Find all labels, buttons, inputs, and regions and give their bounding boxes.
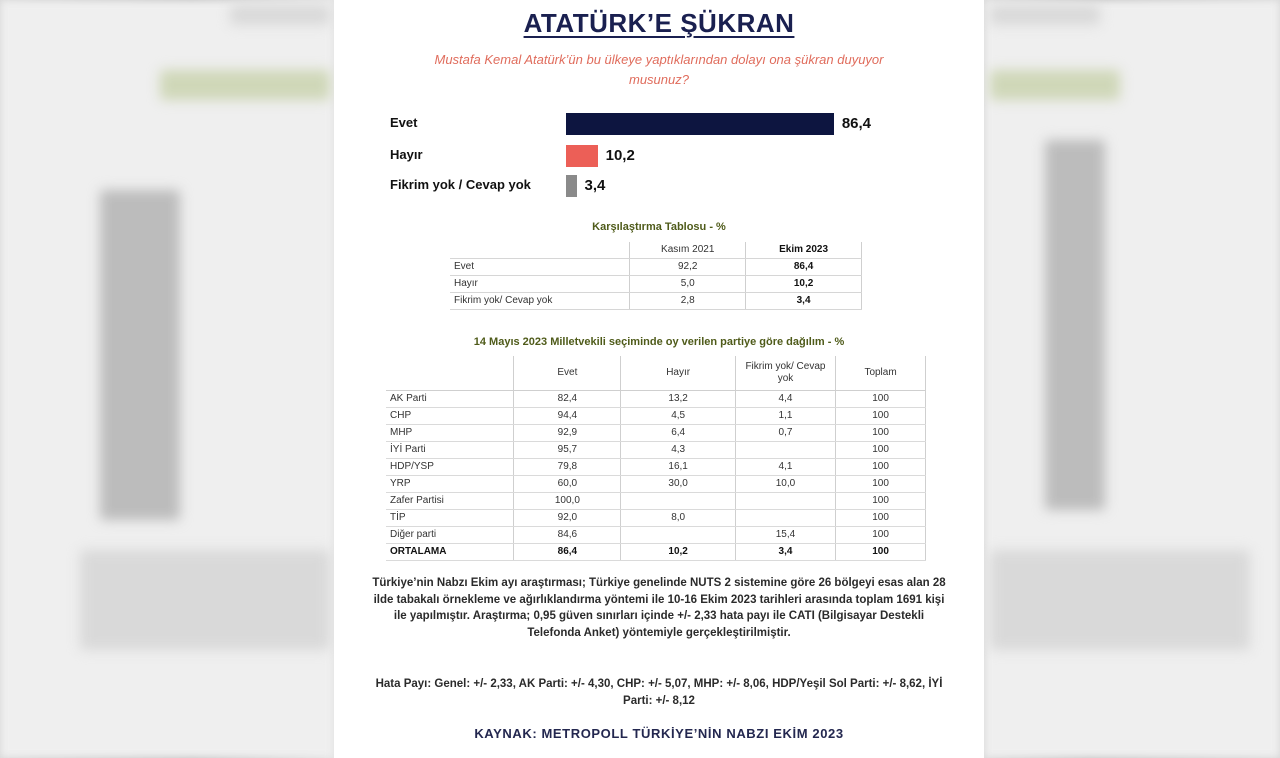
table-cell: 84,6 bbox=[514, 527, 621, 544]
row-label: Zafer Partisi bbox=[386, 493, 514, 510]
table-header: Hayır bbox=[621, 356, 735, 391]
table-row bbox=[386, 527, 926, 544]
table-cell bbox=[621, 493, 735, 510]
row-label: Hayır bbox=[450, 276, 630, 293]
table-cell: 100 bbox=[836, 459, 926, 476]
table-cell: 5,0 bbox=[630, 276, 746, 293]
bar bbox=[566, 145, 598, 167]
table-header: Fikrim yok/ Cevap yok bbox=[735, 356, 835, 391]
blurred-decor bbox=[990, 70, 1120, 100]
blurred-decor bbox=[1045, 140, 1105, 510]
table-cell: 92,9 bbox=[514, 425, 621, 442]
row-label: İYİ Parti bbox=[386, 442, 514, 459]
row-label: HDP/YSP bbox=[386, 459, 514, 476]
table-cell: 0,7 bbox=[735, 425, 835, 442]
table-cell bbox=[735, 442, 835, 459]
table-cell: 1,1 bbox=[735, 408, 835, 425]
table-header bbox=[450, 242, 630, 259]
bar-category-label: Hayır bbox=[390, 147, 423, 162]
table-row bbox=[450, 259, 862, 276]
table-cell: 100 bbox=[836, 510, 926, 527]
bar-value-label: 86,4 bbox=[841, 115, 872, 132]
table-row bbox=[386, 442, 926, 459]
table-row bbox=[386, 425, 926, 442]
table-cell: 95,7 bbox=[514, 442, 621, 459]
source-credit: KAYNAK: METROPOLL TÜRKİYE’NİN NABZI EKİM 2023 bbox=[474, 726, 844, 741]
table-header: Evet bbox=[514, 356, 621, 391]
table-cell: 79,8 bbox=[514, 459, 621, 476]
row-label: ORTALAMA bbox=[386, 544, 514, 561]
bar bbox=[566, 113, 834, 135]
table-cell: 86,4 bbox=[514, 544, 621, 561]
table-cell: 10,2 bbox=[621, 544, 735, 561]
table-cell: 30,0 bbox=[621, 476, 735, 493]
table-cell: 100 bbox=[836, 442, 926, 459]
bar bbox=[566, 175, 577, 197]
bar-value-label: 10,2 bbox=[605, 147, 635, 164]
table-row bbox=[386, 544, 926, 561]
table-cell: 94,4 bbox=[514, 408, 621, 425]
table-header: Kasım 2021 bbox=[630, 242, 746, 259]
table-cell: 86,4 bbox=[746, 259, 862, 276]
table-row bbox=[386, 493, 926, 510]
table-cell: 100 bbox=[836, 493, 926, 510]
blurred-decor bbox=[80, 550, 330, 650]
table-cell: 60,0 bbox=[514, 476, 621, 493]
blurred-decor bbox=[100, 190, 180, 520]
table-cell: 10,2 bbox=[746, 276, 862, 293]
table-row bbox=[450, 276, 862, 293]
table-header: Ekim 2023 bbox=[746, 242, 862, 259]
table-cell: 100,0 bbox=[514, 493, 621, 510]
table-cell: 92,0 bbox=[514, 510, 621, 527]
table-cell: 4,1 bbox=[735, 459, 835, 476]
table-row bbox=[386, 459, 926, 476]
table-row bbox=[386, 476, 926, 493]
row-label: Fikrim yok/ Cevap yok bbox=[450, 293, 630, 310]
table-cell bbox=[735, 493, 835, 510]
table-cell: 100 bbox=[836, 527, 926, 544]
table-header bbox=[386, 356, 514, 391]
table-row bbox=[386, 391, 926, 408]
row-label: AK Parti bbox=[386, 391, 514, 408]
bar-category-label: Evet bbox=[390, 115, 418, 130]
table-cell: 92,2 bbox=[630, 259, 746, 276]
table-cell bbox=[621, 527, 735, 544]
table-cell: 82,4 bbox=[514, 391, 621, 408]
table-cell: 100 bbox=[836, 544, 926, 561]
party-distribution-table bbox=[386, 356, 926, 561]
comparison-table-title: Karşılaştırma Tablosu - % bbox=[592, 221, 726, 233]
table-cell: 6,4 bbox=[621, 425, 735, 442]
table-cell: 2,8 bbox=[630, 293, 746, 310]
table-cell: 15,4 bbox=[735, 527, 835, 544]
blurred-decor bbox=[990, 550, 1250, 650]
row-label: TİP bbox=[386, 510, 514, 527]
table-cell: 3,4 bbox=[735, 544, 835, 561]
table-cell bbox=[735, 510, 835, 527]
table-cell: 100 bbox=[836, 391, 926, 408]
table-cell: 3,4 bbox=[746, 293, 862, 310]
row-label: CHP bbox=[386, 408, 514, 425]
blurred-decor bbox=[990, 5, 1100, 25]
table-cell: 4,4 bbox=[735, 391, 835, 408]
row-label: Diğer parti bbox=[386, 527, 514, 544]
table-cell: 10,0 bbox=[735, 476, 835, 493]
table-cell: 13,2 bbox=[621, 391, 735, 408]
margin-of-error-note: Hata Payı: Genel: +/- 2,33, AK Parti: +/- 4,30, CHP: +/- 5,07, MHP: +/- 8,06, HDP/Yeşil Sol Parti: +/- 8,62, İYİ Parti: +/- 8,12 bbox=[375, 678, 943, 707]
blurred-decor bbox=[230, 5, 330, 25]
bar-value-label: 3,4 bbox=[584, 177, 606, 194]
table-cell: 100 bbox=[836, 408, 926, 425]
comparison-table bbox=[450, 242, 862, 310]
table-header: Toplam bbox=[836, 356, 926, 391]
row-label: YRP bbox=[386, 476, 514, 493]
table-cell: 100 bbox=[836, 425, 926, 442]
blurred-decor bbox=[160, 70, 330, 100]
party-table-title: 14 Mayıs 2023 Milletvekili seçiminde oy verilen partiye göre dağılım - % bbox=[473, 336, 845, 348]
page-title: ATATÜRK’E ŞÜKRAN bbox=[523, 8, 795, 38]
methodology-note: Türkiye’nin Nabzı Ekim ayı araştırması; Türkiye genelinde NUTS 2 sistemine göre 26 bölgeyi esas alan 28 ilde tabakalı örnekleme ve ağırlıklandırma yöntemi ile 10-16 Ekim 2023 tarihleri arasında toplam 1691 kişi ile yapılmıştır. Araştırma; 0,95 güven sınırları içinde +/- 2,33 hata payı ile CATI (Bilgisayar Destekli Telefonda Anket) yöntemiyle gerçekleştirilmiştir. bbox=[372, 577, 946, 639]
table-row bbox=[386, 510, 926, 527]
table-cell: 4,3 bbox=[621, 442, 735, 459]
infographic-card bbox=[334, 0, 984, 758]
bar-category-label: Fikrim yok / Cevap yok bbox=[390, 177, 531, 192]
row-label: MHP bbox=[386, 425, 514, 442]
table-row bbox=[386, 408, 926, 425]
table-cell: 4,5 bbox=[621, 408, 735, 425]
table-cell: 8,0 bbox=[621, 510, 735, 527]
table-cell: 100 bbox=[836, 476, 926, 493]
row-label: Evet bbox=[450, 259, 630, 276]
table-row bbox=[450, 293, 862, 310]
survey-question: Mustafa Kemal Atatürk’ün bu ülkeye yaptıklarından dolayı ona şükran duyuyor musunuz? bbox=[434, 52, 884, 87]
table-cell: 16,1 bbox=[621, 459, 735, 476]
